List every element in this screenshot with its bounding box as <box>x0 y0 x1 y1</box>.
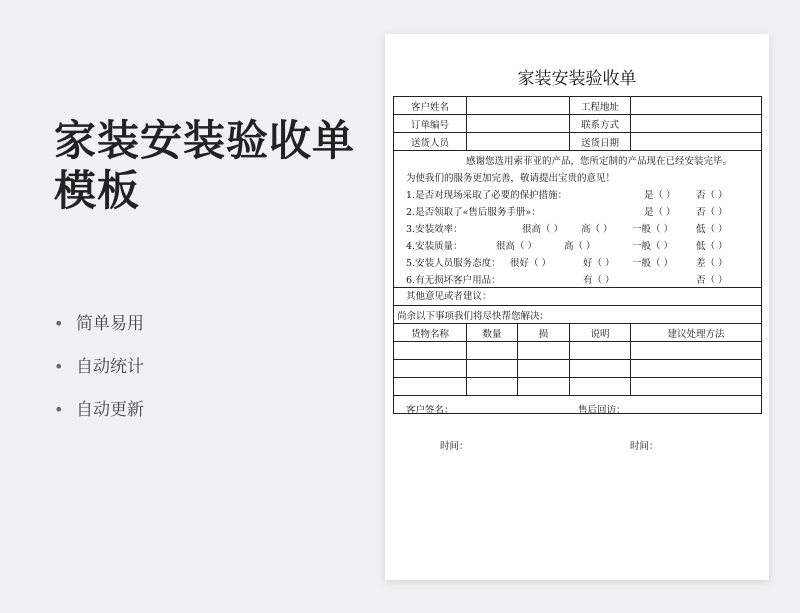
option-average[interactable]: 一般（ ） <box>632 241 674 252</box>
bullet-icon: • <box>54 314 64 333</box>
option-poor[interactable]: 差（ ） <box>696 258 728 269</box>
todo-header-row <box>394 324 762 342</box>
option-low[interactable]: 低（ ） <box>696 241 728 252</box>
feature-label: 自动更新 <box>76 400 144 420</box>
order-no-value <box>467 115 570 133</box>
other-opinions-field[interactable] <box>394 288 762 306</box>
survey-row <box>394 151 762 288</box>
intro-line-2: 为使我们的服务更加完善，敬请提出宝贵的意见！ <box>406 173 616 184</box>
option-high[interactable]: 高（ ） <box>564 241 596 252</box>
todo-intro-row <box>394 306 762 324</box>
customer-signature-label: 客户签名： <box>406 405 454 416</box>
info-row <box>394 133 762 151</box>
order-no-label: 订单编号 <box>394 115 467 133</box>
cell[interactable] <box>518 360 570 378</box>
bullet-icon: • <box>54 400 64 419</box>
col-damage: 损 <box>518 324 570 342</box>
feature-label: 自动统计 <box>76 357 144 377</box>
customer-name-value <box>467 97 570 115</box>
contact-value <box>631 115 762 133</box>
col-goods-name: 货物名称 <box>394 324 467 342</box>
cell[interactable] <box>518 342 570 360</box>
question-text: 1.是否对现场采取了必要的保护措施： <box>406 190 568 201</box>
after-sales-time-label: 时间： <box>630 441 659 452</box>
cell[interactable] <box>467 342 518 360</box>
question-text: 2.是否领取了«售后服务手册»： <box>406 207 541 218</box>
delivery-person-value <box>467 133 570 151</box>
option-average[interactable]: 一般（ ） <box>632 224 674 235</box>
col-description: 说明 <box>570 324 631 342</box>
question-row <box>394 236 761 253</box>
option-good[interactable]: 好（ ） <box>583 258 615 269</box>
option-very-good[interactable]: 很好（ ） <box>510 258 552 269</box>
cell[interactable] <box>394 378 467 396</box>
cell[interactable] <box>467 378 518 396</box>
question-row <box>394 253 761 270</box>
feature-item <box>54 355 144 398</box>
table-row <box>394 360 762 378</box>
option-yes[interactable]: 有（ ） <box>583 275 615 286</box>
option-very-high[interactable]: 很高（ ） <box>496 241 538 252</box>
cell[interactable] <box>570 378 631 396</box>
question-row <box>394 202 761 219</box>
signature-row <box>394 396 762 414</box>
document-preview[interactable] <box>385 34 769 580</box>
col-quantity: 数量 <box>467 324 518 342</box>
feature-label: 简单易用 <box>76 314 144 334</box>
feature-item <box>54 398 144 441</box>
question-row <box>394 270 761 287</box>
other-opinions-label: 其他意见或者建议： <box>406 291 492 302</box>
answer-yes[interactable]: 是（ ） <box>644 190 676 201</box>
question-row <box>394 185 761 202</box>
after-sales-label: 售后回访： <box>578 405 626 416</box>
option-average[interactable]: 一般（ ） <box>632 258 674 269</box>
question-text: 6.有无损坏客户用品： <box>406 275 501 286</box>
project-address-value <box>631 97 762 115</box>
project-address-label: 工程地址 <box>570 97 631 115</box>
cell[interactable] <box>631 342 762 360</box>
table-row <box>394 342 762 360</box>
cell[interactable] <box>631 360 762 378</box>
document-title: 家装安装验收单 <box>517 69 637 89</box>
cell[interactable] <box>467 360 518 378</box>
page-heading-line-2: 模板 <box>54 166 141 215</box>
answer-no[interactable]: 否（ ） <box>696 190 728 201</box>
info-row <box>394 115 762 133</box>
opinion-row <box>394 288 762 306</box>
feature-item <box>54 312 144 355</box>
contact-label: 联系方式 <box>570 115 631 133</box>
delivery-person-label: 送货人员 <box>394 133 467 151</box>
question-row <box>394 219 761 236</box>
cell[interactable] <box>570 342 631 360</box>
col-suggested-action: 建议处理方法 <box>631 324 762 342</box>
todo-intro: 尚余以下事项我们将尽快帮您解决： <box>394 306 762 324</box>
customer-name-label: 客户姓名 <box>394 97 467 115</box>
delivery-date-label: 送货日期 <box>570 133 631 151</box>
answer-yes[interactable]: 是（ ） <box>644 207 676 218</box>
cell[interactable] <box>518 378 570 396</box>
customer-time-label: 时间： <box>440 441 469 452</box>
page-heading-line-1: 家装安装验收单 <box>54 116 356 165</box>
question-text: 3.安装效率： <box>406 224 463 235</box>
option-very-high[interactable]: 很高（ ） <box>522 224 564 235</box>
signature-area[interactable] <box>394 396 762 452</box>
cell[interactable] <box>394 342 467 360</box>
delivery-date-value <box>631 133 762 151</box>
cell[interactable] <box>631 378 762 396</box>
page-heading <box>54 116 355 216</box>
table-row <box>394 378 762 396</box>
cell[interactable] <box>394 360 467 378</box>
info-row <box>394 97 762 115</box>
option-no[interactable]: 否（ ） <box>696 275 728 286</box>
option-low[interactable]: 低（ ） <box>696 224 728 235</box>
cell[interactable] <box>570 360 631 378</box>
answer-no[interactable]: 否（ ） <box>696 207 728 218</box>
question-text: 5.安装人员服务态度： <box>406 258 501 269</box>
acceptance-form <box>393 96 762 452</box>
intro-line-1: 感谢您选用索菲亚的产品，您所定制的产品现在已经安装完毕。 <box>466 156 733 167</box>
question-text: 4.安装质量： <box>406 241 463 252</box>
feature-list <box>54 312 144 441</box>
bullet-icon: • <box>54 357 64 376</box>
option-high[interactable]: 高（ ） <box>581 224 613 235</box>
